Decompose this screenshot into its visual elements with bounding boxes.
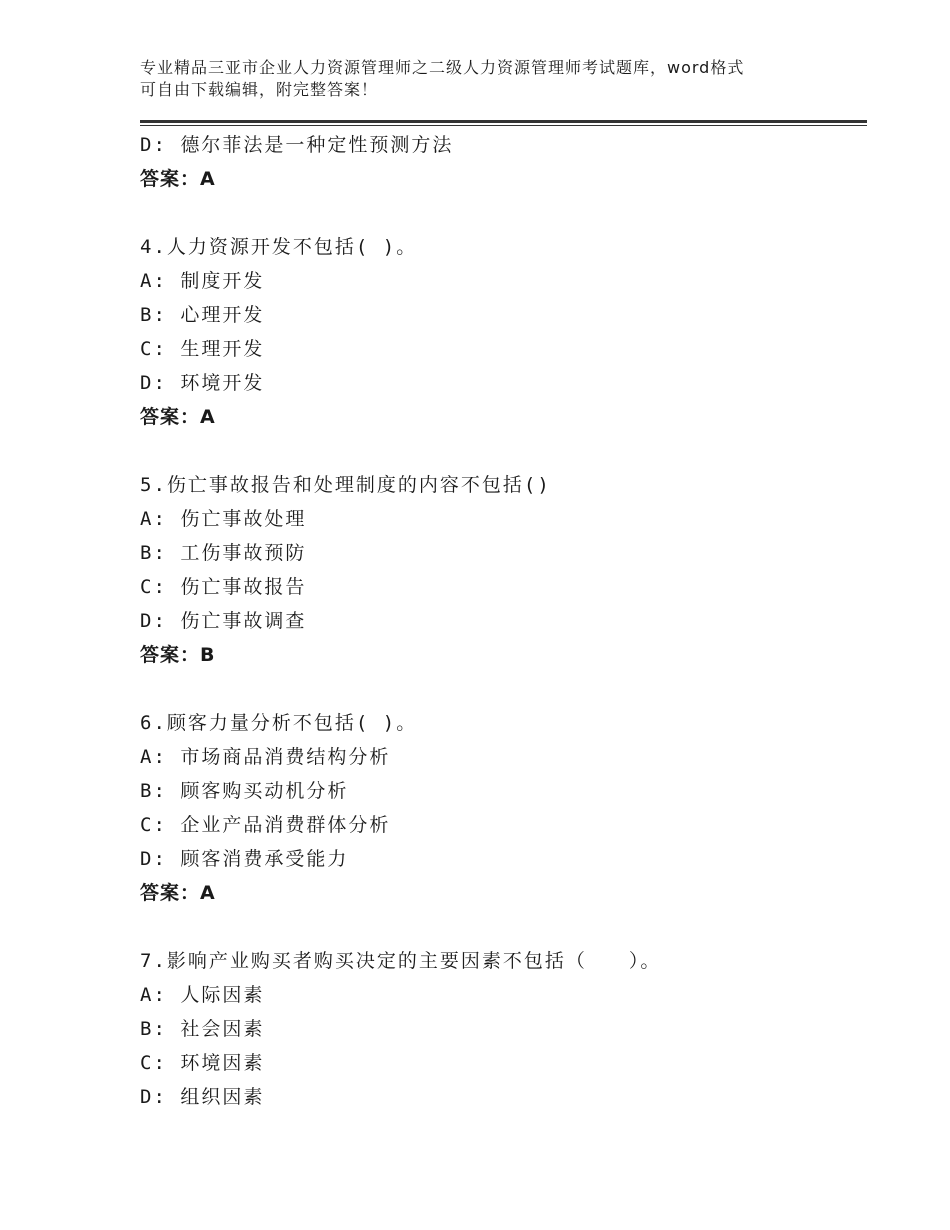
- option-a: A: 人际因素: [140, 984, 265, 1006]
- option-d: D: 伤亡事故调查: [140, 610, 307, 632]
- header-line-2: 可自由下载编辑，附完整答案！: [140, 80, 379, 99]
- option-c: C: 生理开发: [140, 338, 265, 360]
- option-a: A: 市场商品消费结构分析: [140, 746, 391, 768]
- option-b: B: 心理开发: [140, 304, 265, 326]
- previous-question-tail: [140, 128, 867, 196]
- header-rule-thin: [140, 125, 867, 126]
- option-d: D: 组织因素: [140, 1086, 265, 1108]
- answer-line: 答案：A: [140, 406, 216, 428]
- option-a: A: 伤亡事故处理: [140, 508, 307, 530]
- option-c: C: 企业产品消费群体分析: [140, 814, 391, 836]
- answer-line: 答案：A: [140, 168, 216, 190]
- question-stem: 5.伤亡事故报告和处理制度的内容不包括(): [140, 474, 551, 496]
- option-c: C: 伤亡事故报告: [140, 576, 307, 598]
- question-stem: 6.顾客力量分析不包括( )。: [140, 712, 418, 734]
- question-stem: 7.影响产业购买者购买决定的主要因素不包括（ ）。: [140, 950, 662, 972]
- question-7: [140, 944, 867, 1114]
- spacer: [140, 196, 867, 230]
- question-5: [140, 468, 867, 672]
- option-c: C: 环境因素: [140, 1052, 265, 1074]
- spacer: [140, 434, 867, 468]
- question-4: [140, 230, 867, 434]
- spacer: [140, 910, 867, 944]
- option-a: A: 制度开发: [140, 270, 265, 292]
- option-d: D: 顾客消费承受能力: [140, 848, 349, 870]
- question-6: [140, 706, 867, 910]
- option-b: B: 社会因素: [140, 1018, 265, 1040]
- option-b: B: 工伤事故预防: [140, 542, 307, 564]
- header-line-1: 专业精品三亚市企业人力资源管理师之二级人力资源管理师考试题库，word格式: [140, 58, 745, 77]
- answer-line: 答案：A: [140, 882, 216, 904]
- header-rule-thick: [140, 120, 867, 123]
- option-b: B: 顾客购买动机分析: [140, 780, 349, 802]
- document-header: [140, 57, 820, 101]
- option-d: D: 德尔菲法是一种定性预测方法: [140, 134, 454, 156]
- answer-line: 答案：B: [140, 644, 216, 666]
- document-body: [140, 128, 867, 1114]
- option-d: D: 环境开发: [140, 372, 265, 394]
- spacer: [140, 672, 867, 706]
- question-stem: 4.人力资源开发不包括( )。: [140, 236, 418, 258]
